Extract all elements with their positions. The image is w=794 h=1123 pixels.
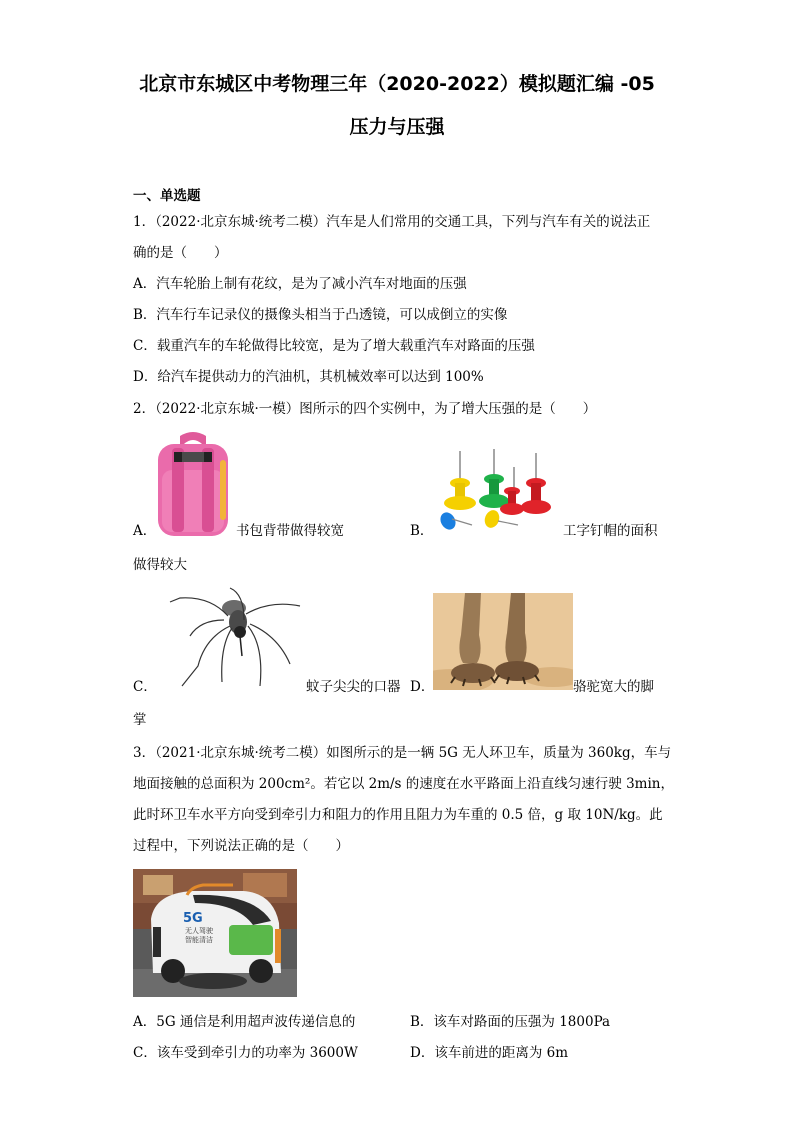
section-heading: 一、单选题 <box>133 188 201 204</box>
sweeper-5g-label: 5G <box>183 911 203 926</box>
q3-option-c: C．该车受到牵引力的功率为 3600W <box>133 1045 358 1061</box>
q2-option-a-letter: A． <box>133 523 157 539</box>
q3-stem-line2: 地面接触的总面积为 200cm²。若它以 2m/s 的速度在水平路面上沿直线匀速行驶 3min， <box>133 776 674 792</box>
q3-stem-line1: 3．（2021·北京东城·统考二模）如图所示的是一辆 5G 无人环卫车，质量为 360kg，车与 <box>133 745 672 761</box>
backpack-image <box>152 430 234 538</box>
q2-option-b-letter: B． <box>410 523 434 539</box>
q1-option-a: A．汽车轮胎上制有花纹，是为了减小汽车对地面的压强 <box>133 276 467 292</box>
q2-option-c-text: 蚊子尖尖的口器 <box>306 679 401 695</box>
q2-option-b-text-cont: 做得较大 <box>133 557 187 573</box>
sweeper-text-line2: 智能清洁 <box>185 936 213 944</box>
q2-option-a-text: 书包背带做得较宽 <box>236 523 344 539</box>
q3-stem-line4: 过程中，下列说法正确的是（ ） <box>133 838 349 854</box>
q1-option-d: D．给汽车提供动力的汽油机，其机械效率可以达到 100% <box>133 369 484 385</box>
q3-stem-line3: 此时环卫车水平方向受到牵引力和阻力的作用且阻力为车重的 0.5 倍，g 取 10N/kg。此 <box>133 807 663 823</box>
q2-option-b-text: 工字钉帽的面积 <box>563 523 658 539</box>
q1-stem-line1: 1．（2022·北京东城·统考二模）汽车是人们常用的交通工具，下列与汽车有关的说法正 <box>133 214 651 230</box>
q2-option-d-letter: D． <box>410 679 435 695</box>
q1-option-b: B．汽车行车记录仪的摄像头相当于凸透镜，可以成倒立的实像 <box>133 307 508 323</box>
q3-option-b: B．该车对路面的压强为 1800Pa <box>410 1014 611 1030</box>
mosquito-image <box>160 586 306 690</box>
q2-option-d-text-cont: 掌 <box>133 712 147 728</box>
sweeper-text-line1: 无人驾驶 <box>185 927 213 935</box>
q3-option-d: D．该车前进的距离为 6m <box>410 1045 569 1061</box>
q2-option-c-letter: C． <box>133 679 157 695</box>
sweeper-vehicle-image <box>133 869 297 997</box>
document-title-line2: 压力与压强 <box>349 116 445 138</box>
q3-option-a: A．5G 通信是利用超声波传递信息的 <box>133 1014 356 1030</box>
q1-stem-line2: 确的是（ ） <box>133 245 228 261</box>
document-title-line1: 北京市东城区中考物理三年（2020-2022）模拟题汇编 -05 <box>139 73 655 95</box>
q2-stem: 2．（2022·北京东城·一模）图所示的四个实例中，为了增大压强的是（ ） <box>133 401 597 417</box>
pushpins-image <box>432 441 560 535</box>
q2-option-d-text: 骆驼宽大的脚 <box>573 679 654 695</box>
camel-feet-image <box>433 593 573 690</box>
q1-option-c: C．载重汽车的车轮做得比较宽，是为了增大载重汽车对路面的压强 <box>133 338 535 354</box>
